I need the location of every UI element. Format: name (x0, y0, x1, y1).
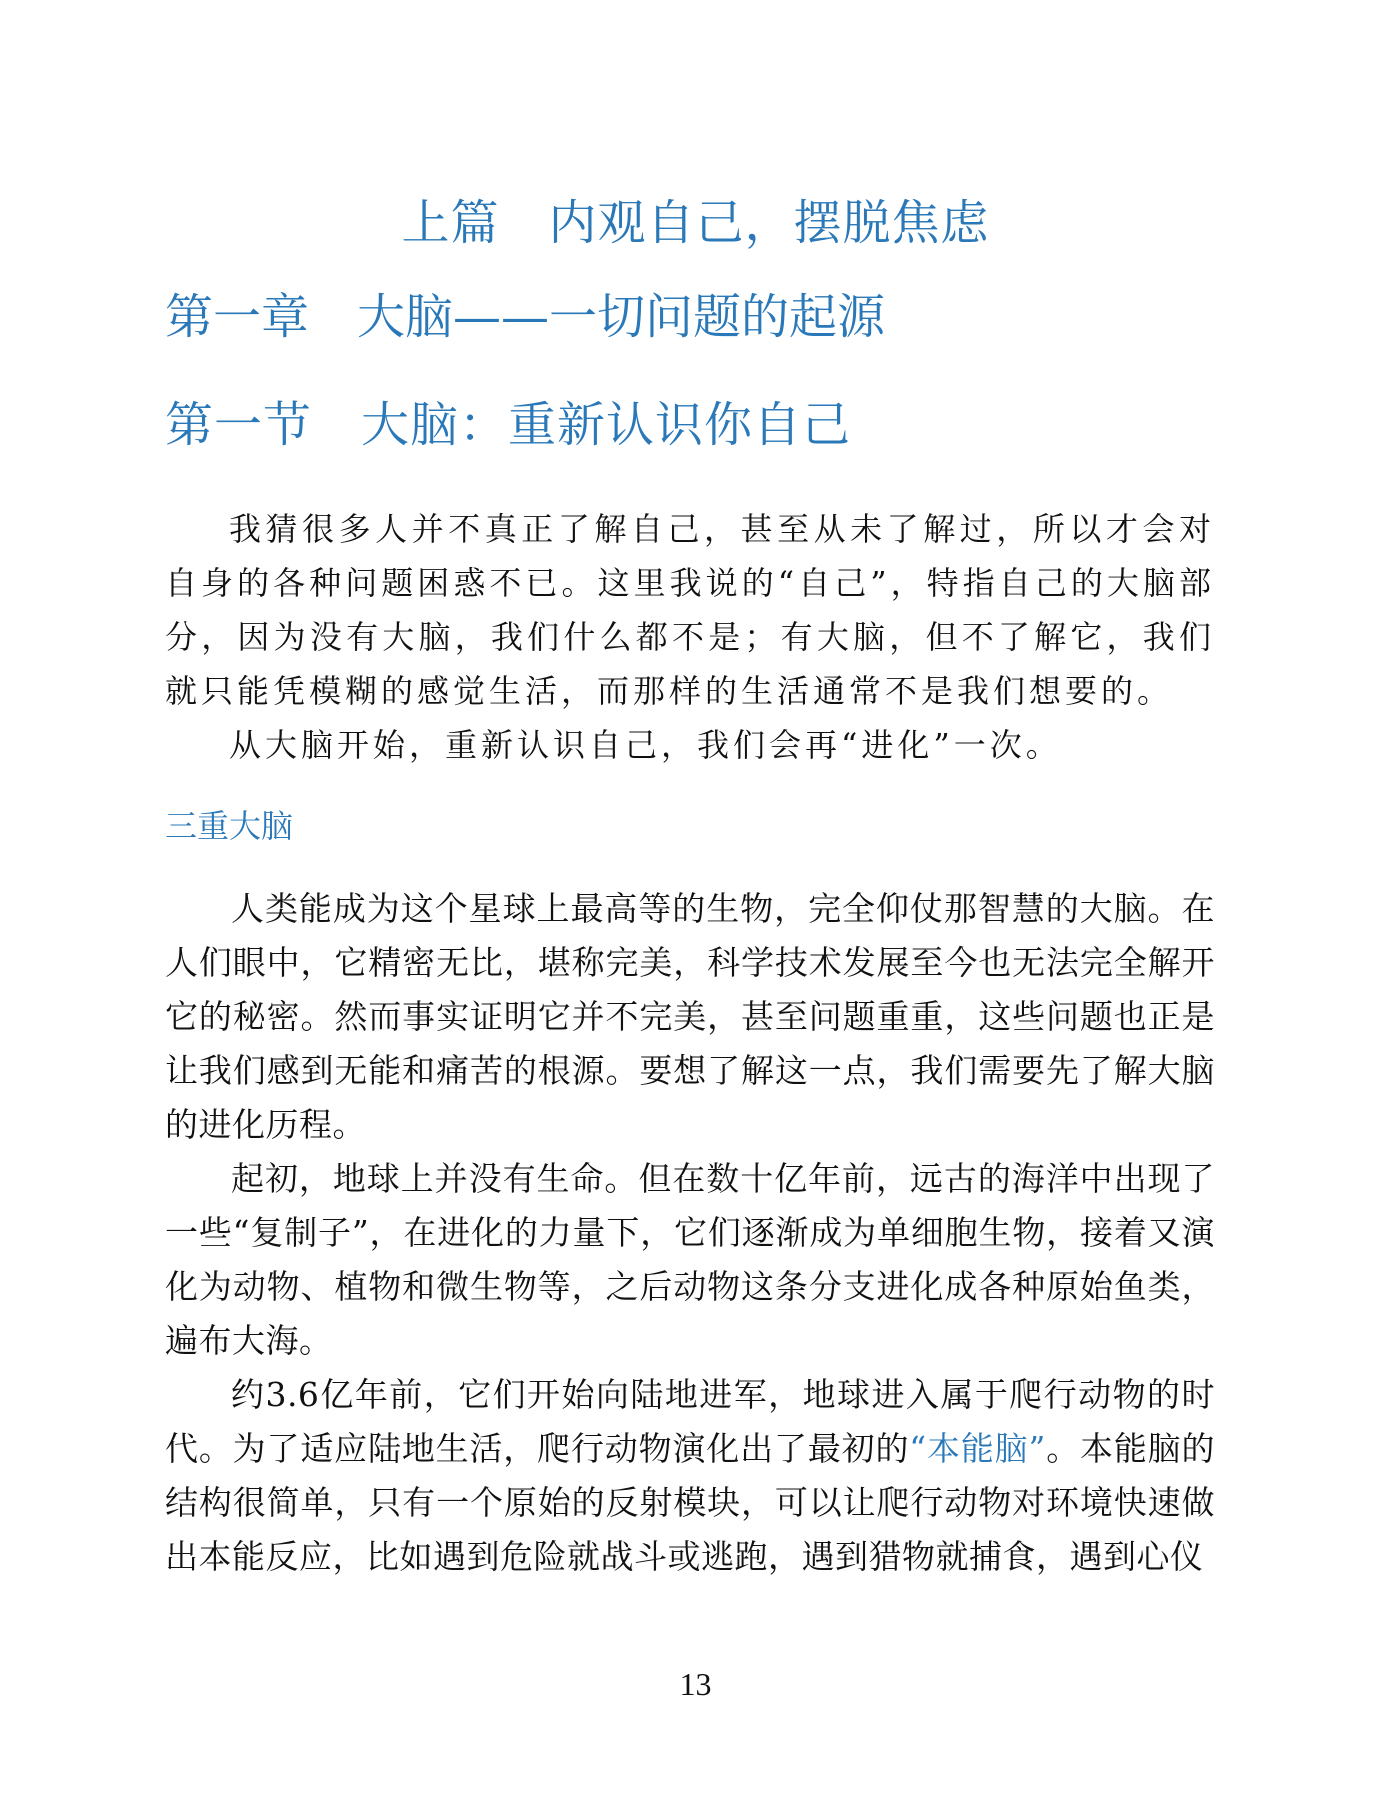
body-text-segment: 。本能脑的结构很简单，只有一个原始的反射模块，可以让爬行动物对环境快速做出本能反应，比如遇到危险就战斗或逃跑，遇到猎物就捕食，遇到心仪 (165, 1429, 1216, 1576)
body-paragraph: 起初，地球上并没有生命。但在数十亿年前，远古的海洋中出现了一些“复制子”，在进化的力量下，它们逐渐成为单细胞生物，接着又演化为动物、植物和微生物等，之后动物这条分支进化成各种原始鱼类，遍布大海。 (165, 1159, 1215, 1360)
page-number: 13 (679, 1666, 712, 1702)
intro-paragraph: 我猜很多人并不真正了解自己，甚至从未了解过，所以才会对自身的各种问题困惑不已。这里我说的“自己”，特指自己的大脑部分，因为没有大脑，我们什么都不是；有大脑，但不了解它，我们就只能凭模糊的感觉生活，而那样的生活通常不是我们想要的。 (165, 510, 1215, 710)
highlighted-term: “本能脑” (909, 1429, 1046, 1468)
part-title: 上篇 内观自己，摆脱焦虑 (401, 195, 990, 251)
body-text-segment: 约3.6亿年前，它们开始向陆地进军，地球进入属于爬行动物的时代。为了适应陆地生活，爬行动物演化出了最初的 (165, 1375, 1215, 1468)
subheading: 三重大脑 (165, 807, 294, 845)
body-paragraph: 人类能成为这个星球上最高等的生物，完全仰仗那智慧的大脑。在人们眼中，它精密无比，堪称完美，科学技术发展至今也无法完全解开它的秘密。然而事实证明它并不完美，甚至问题重重，这些问题也正是让我们感到无能和痛苦的根源。要想了解这一点，我们需要先了解大脑的进化历程。 (165, 889, 1215, 1144)
section-title: 第一节 大脑：重新认识你自己 (165, 397, 852, 453)
intro-text (165, 502, 1215, 772)
body-text (165, 882, 1215, 1584)
body-paragraph (165, 1368, 1215, 1584)
intro-paragraph: 从大脑开始，重新认识自己，我们会再“进化”一次。 (229, 726, 1062, 764)
chapter-title: 第一章 大脑——一切问题的起源 (165, 289, 886, 345)
